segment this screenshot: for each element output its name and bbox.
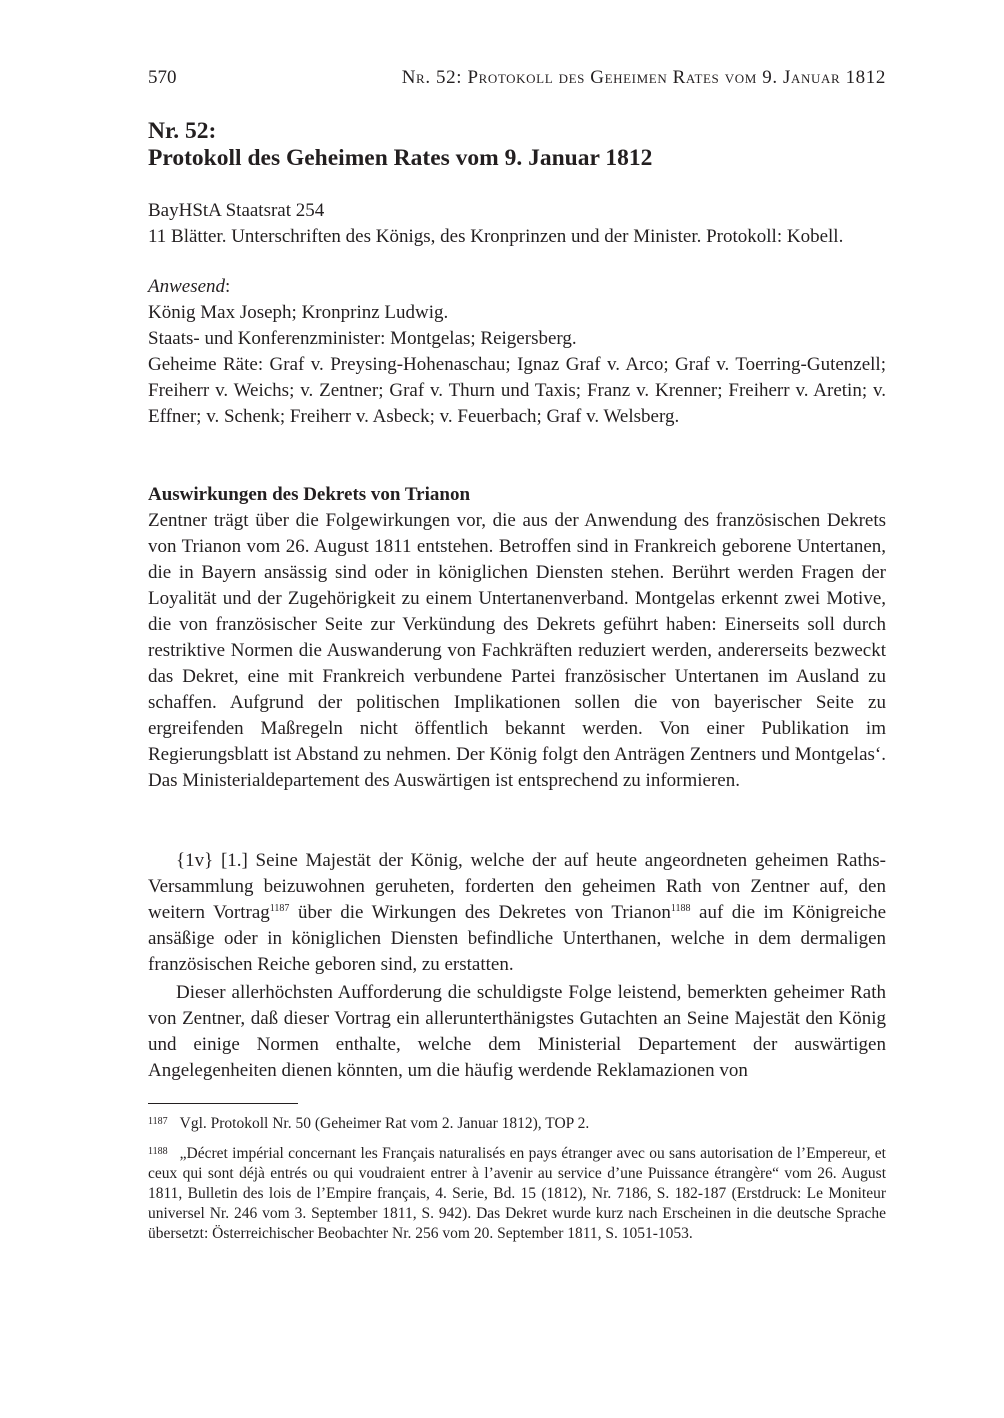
document-title-text: Protokoll des Geheimen Rates vom 9. Januar 1812 <box>148 145 653 171</box>
footnote <box>148 1112 886 1134</box>
running-head: Nr. 52: Protokoll des Geheimen Rates vom 9. Januar 1812 <box>401 67 886 88</box>
protocol-text-run: {1v} [1.] Seine Majestät der König, welche der auf heute angeordneten geheimen Raths-Versammlung beizuwohnen geruheten, forderten den geheimen Rath von Zentner auf, den weitern Vortrag <box>148 850 886 923</box>
attendance-ministers: Staats- und Konferenzminister: Montgelas; Reigersberg. <box>148 328 577 349</box>
footnote-number: 1188 <box>148 1146 168 1157</box>
footnote-ref[interactable]: 1187 <box>269 903 290 914</box>
attendance-label: Anwesend <box>148 276 226 297</box>
footnote-text: Vgl. Protokoll Nr. 50 (Geheimer Rat vom 2. Januar 1812), TOP 2. <box>179 1115 590 1132</box>
protocol-paragraph: Dieser allerhöchsten Aufforderung die schuldigste Folge leistend, bemerkten geheimer Rath von Zentner, daß dieser Vortrag ein allerunterthänigstes Gutachten an Seine Majestät den König und einige Normen enthalte, welche dem Ministerial Departement der auswärtigen Angelegenheiten dienen könnten, um die häufig werdende Reklamazionen von <box>148 982 886 1081</box>
page-number: 570 <box>148 67 177 88</box>
summary-section <box>148 482 886 794</box>
attendance-royals: König Max Joseph; Kronprinz Ludwig. <box>148 302 449 323</box>
attendance-colon: : <box>225 276 231 297</box>
footnote-ref[interactable]: 1188 <box>670 903 691 914</box>
source-block <box>148 198 886 250</box>
section-heading: Auswirkungen des Dekrets von Trianon <box>148 484 471 505</box>
document-title <box>148 118 886 172</box>
protocol-text <box>148 848 886 1084</box>
attendance-heading <box>148 274 886 300</box>
footnote <box>148 1142 886 1244</box>
attendance-privy-councillors: Geheime Räte: Graf v. Preysing-Hohenaschau; Ignaz Graf v. Arco; Graf v. Toerring-Gutenzell; Freiherr v. Weichs; v. Zentner; Graf v. Thurn und Taxis; Franz v. Krenner; Freiherr v. Aretin; v. Effner; v. Schenk; Freiherr v. Asbeck; v. Feuerbach; Graf v. Welsberg. <box>148 354 886 427</box>
protocol-paragraph <box>148 848 886 978</box>
protocol-text-run: auf die im Königreiche ansäßige oder in königlichen Diensten befindliche Unterthanen, welche in dem dermaligen französischen Reiche geboren sind, zu erstatten. <box>148 902 887 975</box>
protocol-text-run: über die Wirkungen des Dekretes von Trianon <box>289 902 671 923</box>
section-summary: Zentner trägt über die Folgewirkungen vor, die aus der Anwendung des französischen Dekrets von Trianon vom 26. August 1811 entstehen. Betroffen sind in Frankreich geborene Untertanen, die in Bayern ansässig sind oder in königlichen Diensten stehen. Berührt werden Fragen der Loyalität und der Zugehörigkeit zu einem Untertanenverband. Montgelas erkennt zwei Motive, die von französischer Seite zur Verkündung des Dekrets geführt haben: Einerseits soll durch restriktive Normen die Auswanderung von Fachkräften reduziert werden, andererseits bezweckt das Dekret, eine mit Frankreich verbundene Partei französischer Untertanen im Ausland zu schaffen. Aufgrund der politischen Implikationen sollen die von bayerischer Seite zu ergreifenden Maßregeln nicht öffentlich bekannt werden. Von einer Publikation im Regierungsblatt ist Abstand zu nehmen. Der König folgt den Anträgen Zentners und Montgelas‘. Das Ministerialdepartement des Auswärtigen ist entsprechend zu informieren. <box>148 510 886 791</box>
document-number: Nr. 52: <box>148 118 217 144</box>
attendance-block <box>148 274 886 430</box>
footnote-number: 1187 <box>148 1116 168 1127</box>
footnotes <box>148 1112 886 1252</box>
footnote-divider <box>148 1103 298 1104</box>
archive-reference: BayHStA Staatsrat 254 <box>148 200 325 221</box>
footnote-text: „Décret impérial concernant les Français naturalisés en pays étranger avec ou sans autorisation de l’Empereur, et ceux qui sont déjà entrés ou qui voudraient entrer à l’avenir au service d’une Puissance étrangère“ vom 26. August 1811, Bulletin des lois de l’Empire français, 4. Serie, Bd. 15 (1812), Nr. 7186, S. 182-187 (Erstdruck: Le Moniteur universel Nr. 246 vom 3. September 1811, S. 942). Das Dekret wurde kurz nach Erscheinen in die deutsche Sprache übersetzt: Österreichischer Beobachter Nr. 256 vom 20. September 1811, S. 1051-1053. <box>148 1145 886 1242</box>
source-description: 11 Blätter. Unterschriften des Königs, des Kronprinzen und der Minister. Protokoll: Kobell. <box>148 226 844 247</box>
